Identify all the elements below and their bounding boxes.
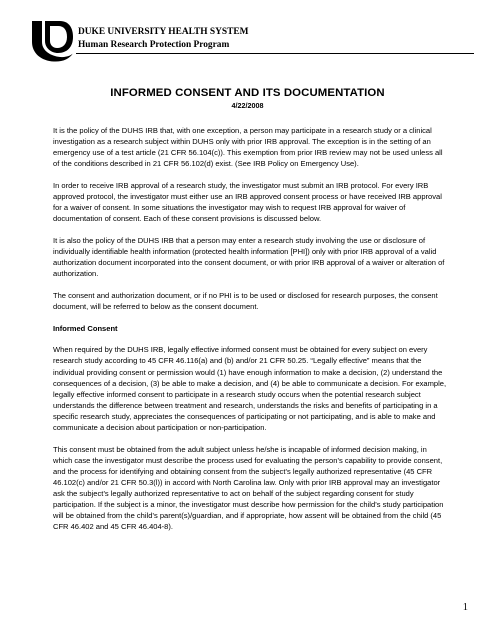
paragraph: The consent and authorization document, or if no PHI is to be used or disclosed for research purposes, the consent document, will be referred to below as the consent document. [53,290,438,311]
section-heading: Informed Consent [53,323,118,333]
paragraph: In order to receive IRB approval of a research study, the investigator must submit an IRB protocol. For every IRB approved protocol, the investigator must either use an IRB approved consent process or have received IRB approval for a waiver of consent. In some situations the investigator may wish to request IRB approval for waiver of documentation of consent. Each of these consent provisions is discussed below. [53,180,442,224]
program-name: Human Research Protection Program [78,40,230,50]
paragraph: This consent must be obtained from the adult subject unless he/she is incapable of informed decision making, in which case the investigator must describe the process used for evaluating the person’s capability to provide consent, and the process for identifying and obtaining consent from the subject’s legally authorized representative (45 CFR 46.102(c) and/or 21 CFR 50.3(l)) in accord with North Carolina law. Only with prior IRB approval may an investigator ask the subject’s legally authorized representative to act on behalf of the subject regarding consent for study participation. If the subject is a minor, the investigator must describe how permission for the child’s study participation will be obtained from the child’s parent(s)/guardian, and if appropriate, how assent will be obtained from the child (45 CFR 46.402 and 45 CFR 46.404-8). [53,444,444,532]
document-body [53,125,447,543]
header-text [78,26,338,52]
document-date: 4/22/2008 [231,101,264,110]
paragraph: When required by the DUHS IRB, legally effective informed consent must be obtained for every subject on every research study according to 45 CFR 46.116(a) and (b) and/or 21 CFR 50.25. “Legally effective” means that the individual providing consent or permission would (1) have enough information to make a decision, (2) understand the consequences of a decision, (3) be able to make a decision, and (4) be able to communicate a decision. For example, legally effective informed consent to participate in a research study occurs when the potential research subject understands the difference between treatment and research, understands the risks and benefits of participating in a specific research study, appreciates the consequences of participating or not participating, and is able to make and communicate a decision about participation or non-participation. [53,345,447,433]
header-rule [76,53,474,54]
document-title: INFORMED CONSENT AND ITS DOCUMENTATION [110,87,385,99]
duke-shield-logo-icon [30,20,74,62]
paragraph: It is the policy of the DUHS IRB that, with one exception, a person may participate in a research study or a clinical investigation as a research subject within DUHS only with prior IRB approval. The exception is in the setting of an emergency use of a test article (21 CFR 56.104(c)). This exemption from prior IRB review may not be used unless all of the conditions described in 21 CFR 56.102(d) exist. (See IRB Policy on Emergency Use). [53,126,443,169]
org-name: DUKE UNIVERSITY HEALTH SYSTEM [78,27,249,37]
paragraph: It is also the policy of the DUHS IRB that a person may enter a research study involving the use or disclosure of individually identifiable health information (protected health information [PHI]) only with prior IRB approval of a valid authorization document incorporated into the consent document, or with prior IRB approval of a waiver or alteration of authorization. [53,235,445,279]
page-number: 1 [462,602,468,613]
